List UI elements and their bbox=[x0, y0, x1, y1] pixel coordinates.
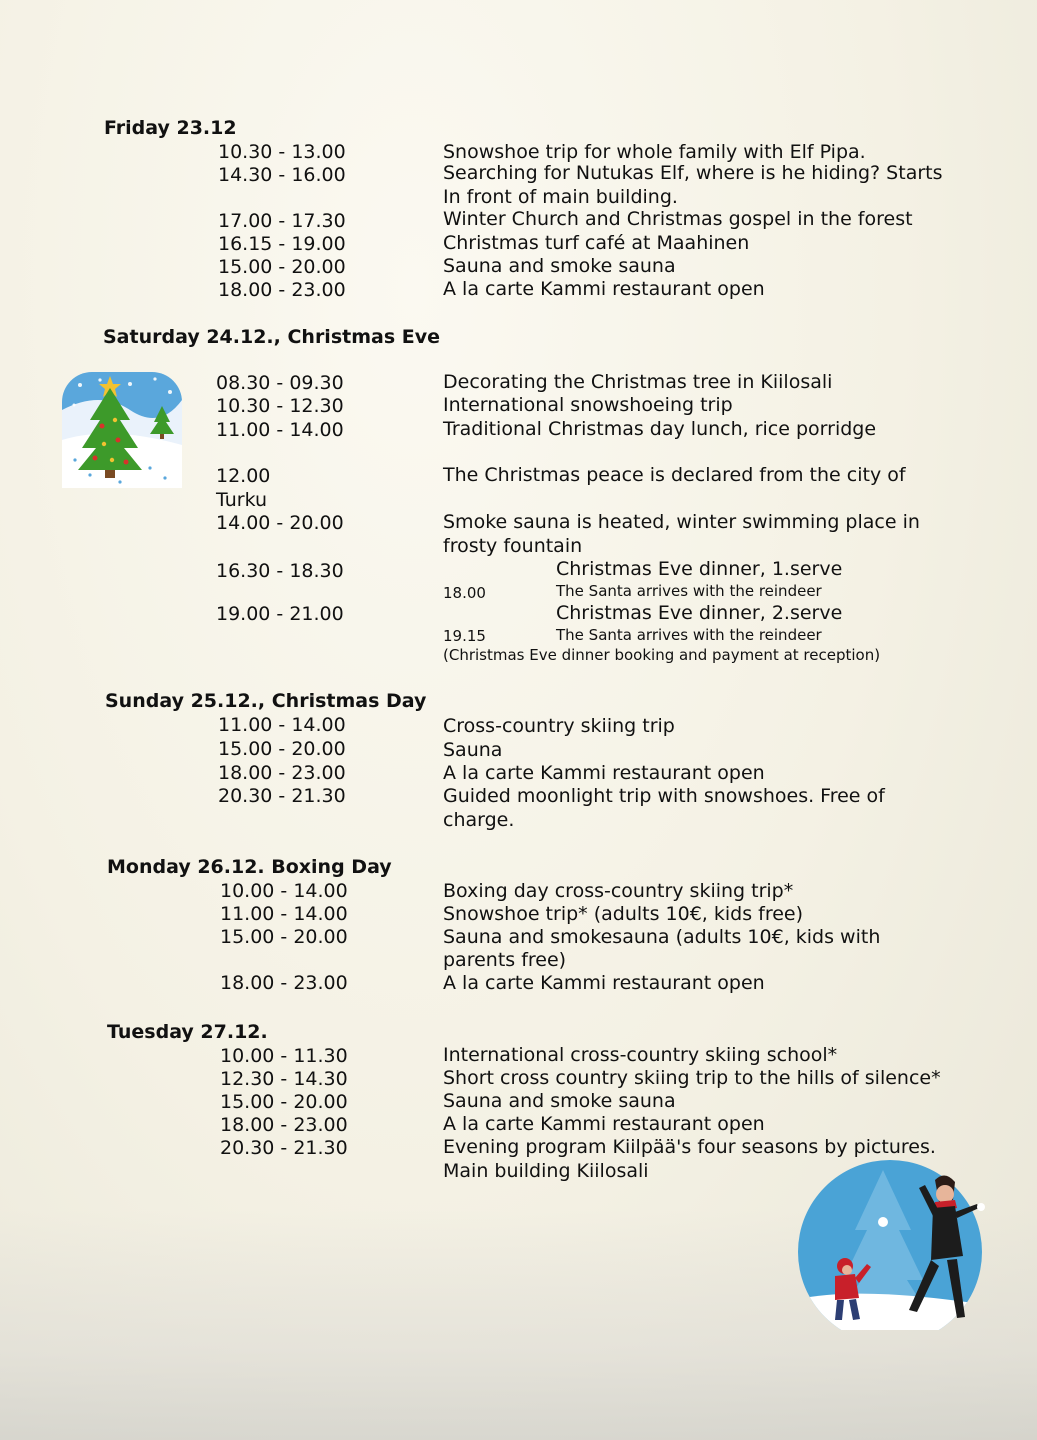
christmas-tree-illustration-icon bbox=[60, 370, 184, 490]
time-slot: 10.30 - 12.30 bbox=[216, 395, 344, 417]
snowball-family-illustration-icon bbox=[795, 1160, 987, 1330]
day-heading-friday: Friday 23.12 bbox=[104, 117, 237, 139]
time-slot: 10.30 - 13.00 bbox=[218, 141, 346, 163]
time-slot: 15.00 - 20.00 bbox=[220, 1091, 348, 1113]
time-slot: 20.30 - 21.30 bbox=[218, 785, 346, 807]
event-description: A la carte Kammi restaurant open bbox=[443, 762, 765, 784]
event-description: International snowshoeing trip bbox=[443, 394, 733, 416]
sub-event: The Santa arrives with the reindeer bbox=[556, 626, 822, 644]
event-description: Short cross country skiing trip to the hills of silence* bbox=[443, 1067, 941, 1089]
event-description: Decorating the Christmas tree in Kiilosali bbox=[443, 371, 833, 393]
event-description: Christmas Eve dinner, 2.serve bbox=[556, 602, 843, 624]
time-slot: 15.00 - 20.00 bbox=[218, 738, 346, 760]
time-slot: 18.00 - 23.00 bbox=[220, 972, 348, 994]
time-slot: 17.00 - 17.30 bbox=[218, 210, 346, 232]
event-description: Evening program Kiilpää's four seasons by pictures. bbox=[443, 1136, 936, 1158]
event-description: charge. bbox=[443, 809, 515, 831]
time-slot: 12.30 - 14.30 bbox=[220, 1068, 348, 1090]
time-slot: 14.00 - 20.00 bbox=[216, 512, 344, 534]
time-slot: 11.00 - 14.00 bbox=[220, 903, 348, 925]
time-slot: 12.00 bbox=[216, 465, 271, 487]
sub-event: The Santa arrives with the reindeer bbox=[556, 582, 822, 600]
time-slot: 11.00 - 14.00 bbox=[216, 419, 344, 441]
event-description: Traditional Christmas day lunch, rice porridge bbox=[443, 418, 877, 440]
event-description: Christmas Eve dinner, 1.serve bbox=[556, 558, 843, 580]
event-description: Main building Kiilosali bbox=[443, 1160, 649, 1182]
time-slot: 19.00 - 21.00 bbox=[216, 603, 344, 625]
event-description: parents free) bbox=[443, 949, 567, 971]
sub-time: 19.15 bbox=[443, 627, 486, 645]
time-slot: 15.00 - 20.00 bbox=[218, 256, 346, 278]
time-slot: 15.00 - 20.00 bbox=[220, 926, 348, 948]
event-description: frosty fountain bbox=[443, 535, 583, 557]
time-slot: 08.30 - 09.30 bbox=[216, 372, 344, 394]
time-slot: 16.30 - 18.30 bbox=[216, 560, 344, 582]
event-description: A la carte Kammi restaurant open bbox=[443, 972, 765, 994]
time-slot: Turku bbox=[216, 489, 268, 511]
event-description: Boxing day cross-country skiing trip* bbox=[443, 880, 794, 902]
day-heading-tuesday: Tuesday 27.12. bbox=[107, 1021, 268, 1043]
day-heading-monday: Monday 26.12. Boxing Day bbox=[107, 856, 392, 878]
event-description: A la carte Kammi restaurant open bbox=[443, 278, 765, 300]
event-description: Sauna and smokesauna (adults 10€, kids with bbox=[443, 926, 881, 948]
time-slot: 10.00 - 14.00 bbox=[220, 880, 348, 902]
time-slot: 14.30 - 16.00 bbox=[218, 164, 346, 186]
event-description: Snowshoe trip for whole family with Elf Pipa. bbox=[443, 141, 866, 163]
event-description: Snowshoe trip* (adults 10€, kids free) bbox=[443, 903, 804, 925]
time-slot: 11.00 - 14.00 bbox=[218, 714, 346, 736]
event-description: Sauna bbox=[443, 739, 503, 761]
sub-time: 18.00 bbox=[443, 584, 486, 602]
time-slot: 18.00 - 23.00 bbox=[218, 279, 346, 301]
event-description: Sauna and smoke sauna bbox=[443, 1090, 676, 1112]
event-description: Sauna and smoke sauna bbox=[443, 255, 676, 277]
day-heading-sunday: Sunday 25.12., Christmas Day bbox=[105, 690, 427, 712]
time-slot: 18.00 - 23.00 bbox=[218, 762, 346, 784]
event-description: International cross-country skiing school* bbox=[443, 1044, 838, 1066]
time-slot: 18.00 - 23.00 bbox=[220, 1114, 348, 1136]
event-description: Winter Church and Christmas gospel in the forest bbox=[443, 208, 913, 230]
event-description: In front of main building. bbox=[443, 186, 678, 208]
event-description: A la carte Kammi restaurant open bbox=[443, 1113, 765, 1135]
event-description: The Christmas peace is declared from the city of bbox=[443, 464, 906, 486]
event-description: Cross-country skiing trip bbox=[443, 715, 675, 737]
time-slot: 20.30 - 21.30 bbox=[220, 1137, 348, 1159]
event-description: Smoke sauna is heated, winter swimming place in bbox=[443, 511, 920, 533]
time-slot: 16.15 - 19.00 bbox=[218, 233, 346, 255]
booking-note: (Christmas Eve dinner booking and payment at reception) bbox=[443, 646, 881, 664]
event-description: Searching for Nutukas Elf, where is he hiding? Starts bbox=[443, 162, 943, 184]
event-description: Guided moonlight trip with snowshoes. Free of bbox=[443, 785, 885, 807]
day-heading-saturday: Saturday 24.12., Christmas Eve bbox=[103, 326, 441, 348]
time-slot: 10.00 - 11.30 bbox=[220, 1045, 348, 1067]
event-description: Christmas turf café at Maahinen bbox=[443, 232, 750, 254]
